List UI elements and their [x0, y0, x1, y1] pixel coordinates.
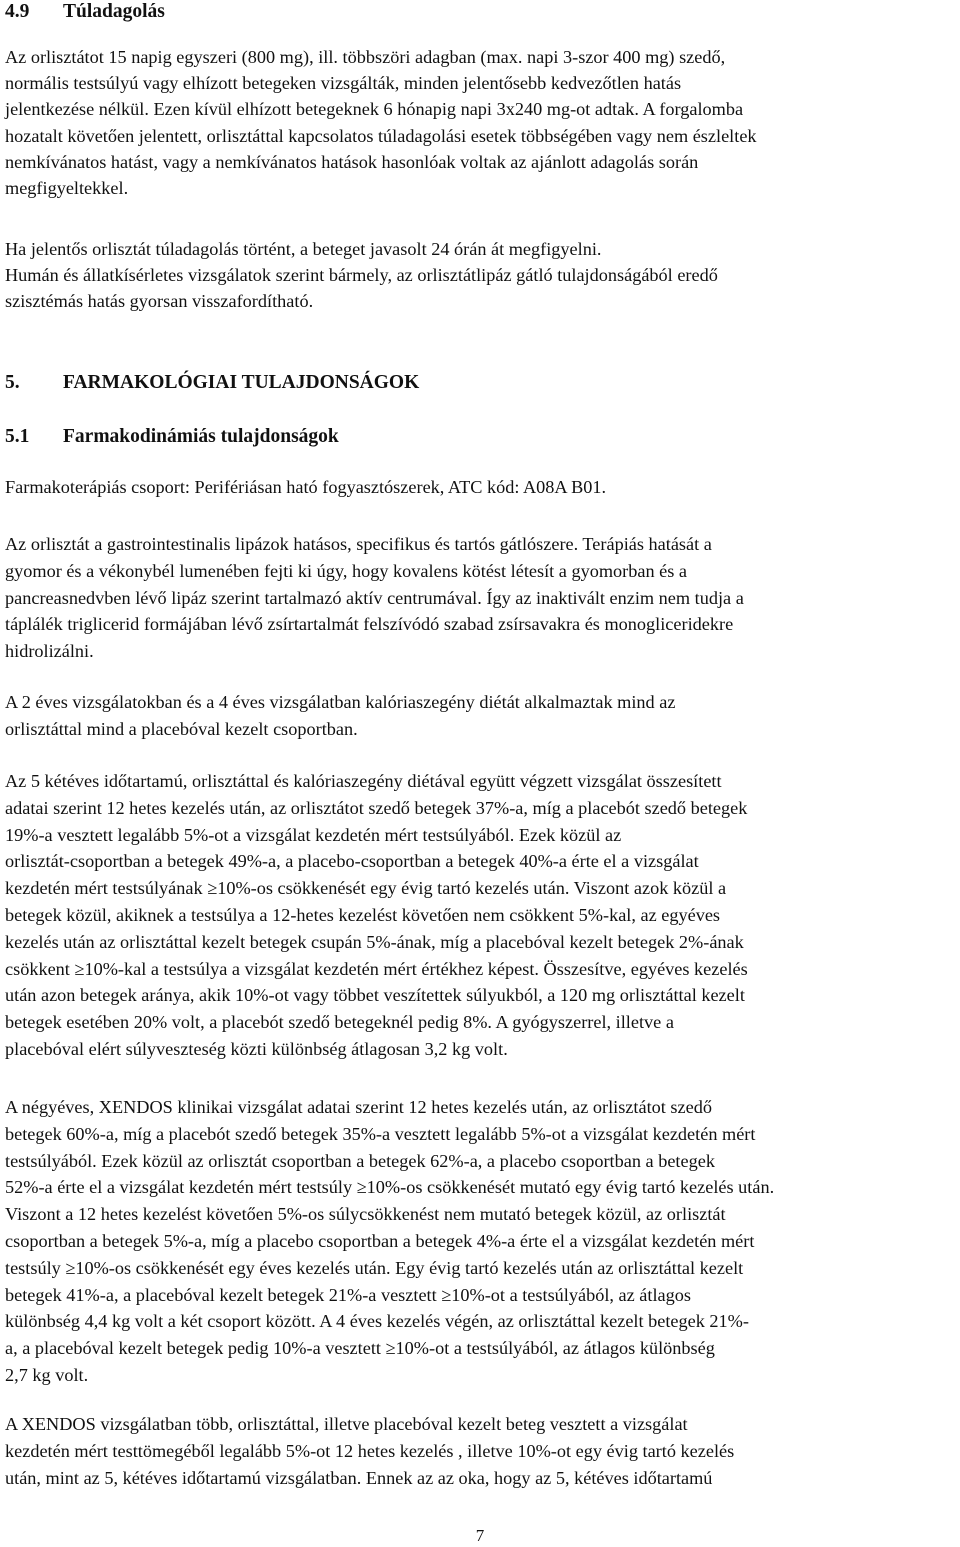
- text-line: placebóval elért súlyveszteség közti különbség átlagosan 3,2 kg volt.: [5, 1038, 508, 1059]
- section-4-9-heading: [5, 0, 165, 24]
- text-line: szisztémás hatás gyorsan visszafordítható.: [5, 291, 314, 312]
- section-5-1-paragraph-6: [5, 1411, 957, 1491]
- text-line: betegek közül, akiknek a testsúlya a 12-hetes kezelést követően nem csökkent 5%-kal, az egyéves: [5, 904, 721, 925]
- text-line: táplálék triglicerid formájában lévő zsírtartalmát felszívódó szabad zsírsavakra és monogliceridekre: [5, 614, 734, 635]
- text-line: 2,7 kg volt.: [5, 1364, 89, 1385]
- text-line: adatai szerint 12 hetes kezelés után, az orlisztátot szedő betegek 37%-a, míg a placebót szedő betegek: [5, 797, 748, 818]
- section-4-9-paragraph-1: [5, 44, 957, 201]
- section-4-9-number: 4.9: [5, 1, 30, 22]
- text-line: Az orlisztátot 15 napig egyszeri (800 mg), ill. többszöri adagban (max. napi 3-szor 400 mg) szedő,: [5, 47, 726, 67]
- text-line: 19%-a vesztett legalább 5%-ot a vizsgálat kezdetén mért testsúlyából. Ezek közül az: [5, 824, 622, 845]
- section-4-9-paragraph-2: [5, 236, 957, 315]
- text-line: A négyéves, XENDOS klinikai vizsgálat adatai szerint 12 hetes kezelés után, az orlisztátot szedő: [5, 1097, 712, 1117]
- text-line: orlisztáttal mind a placebóval kezelt csoportban.: [5, 718, 358, 739]
- text-line: A 2 éves vizsgálatokban és a 4 éves vizsgálatban kalóriaszegény diétát alkalmaztak mind az: [5, 692, 676, 712]
- text-line: hidrolizálni.: [5, 641, 94, 662]
- text-line: csökkent ≥10%-kal a testsúlya a vizsgálat kezdetén mért értékhez képest. Összesítve, egyéves kezelés: [5, 958, 748, 979]
- section-5-1-paragraph-5: [5, 1094, 957, 1389]
- page-number: 7: [475, 1526, 485, 1545]
- text-line: pancreasnedvben lévő lipáz szerint tartalmazó aktív centrumával. Így az inaktivált enzim nem tudja a: [5, 587, 744, 608]
- text-line: A XENDOS vizsgálatban több, orlisztáttal, illetve placebóval kezelt beteg vesztett a vizsgálat: [5, 1414, 688, 1434]
- section-5-heading: [5, 371, 419, 395]
- text-line: Az 5 kétéves időtartamú, orlisztáttal és kalóriaszegény diétával együtt végzett vizsgálat összesített: [5, 771, 722, 791]
- text-line: Farmakoterápiás csoport: Perifériásan ható fogyasztószerek, ATC kód: A08A B01.: [5, 477, 607, 497]
- text-line: testsúlyából. Ezek közül az orlisztát csoportban a betegek 62%-a, a placebo csoportban a betegek: [5, 1150, 715, 1171]
- text-line: betegek 60%-a, míg a placebót szedő betegek 35%-a vesztett legalább 5%-ot a vizsgálat kezdetén mért: [5, 1123, 756, 1144]
- section-5-1-paragraph-4: [5, 768, 957, 1063]
- text-line: normális testsúlyú vagy elhízott betegeken vizsgálták, minden jelentősebb kedvezőtlen hatás: [5, 73, 682, 94]
- text-line: csoportban a betegek 5%-a, míg a placebo csoportban a betegek 4%-a érte el a vizsgálat kezdetén mért: [5, 1230, 755, 1251]
- text-line: 52%-a érte el a vizsgálat kezdetén mért testsúly ≥10%-os csökkenését mutató egy évig tartó kezelés után.: [5, 1177, 775, 1198]
- text-line: gyomor és a vékonybél lumenében fejti ki úgy, hogy kovalens kötést létesít a gyomorban és a: [5, 560, 688, 581]
- text-line: kezdetén mért testtömegéből legalább 5%-ot 12 hetes kezelés , illetve 10%-ot egy évig tartó kezelés: [5, 1440, 735, 1461]
- text-line: testsúly ≥10%-os csökkenését egy éves kezelés után. Egy évig tartó kezelés után az orlisztáttal kezelt: [5, 1257, 744, 1278]
- section-5-1-heading: [5, 425, 339, 449]
- text-line: Humán és állatkísérletes vizsgálatok szerint bármely, az orlisztátlipáz gátló tulajdonságából eredő: [5, 265, 718, 286]
- section-5-1-paragraph-3: [5, 689, 957, 743]
- text-line: kezelés után az orlisztáttal kezelt betegek csupán 5%-ának, míg a placebóval kezelt betegek 2%-ának: [5, 931, 744, 952]
- section-5-1-title: Farmakodinámiás tulajdonságok: [63, 426, 339, 447]
- text-line: különbség 4,4 kg volt a két csoport között. A 4 éves kezelés végén, az orlisztáttal kezelt betegek 21%-: [5, 1311, 749, 1332]
- text-line: után azon betegek aránya, akik 10%-ot vagy többet veszítettek súlyukból, a 120 mg orlisztáttal kezelt: [5, 985, 745, 1006]
- text-line: betegek 41%-a, a placebóval kezelt betegek 21%-a vesztett ≥10%-ot a testsúlyából, az átlagos: [5, 1284, 691, 1305]
- text-line: orlisztát-csoportban a betegek 49%-a, a placebo-csoportban a betegek 40%-a érte el a vizsgálat: [5, 851, 699, 872]
- text-line: hozatalt követően jelentett, orlisztáttal kapcsolatos túladagolási esetek többségében vagy nem észleltek: [5, 125, 757, 146]
- text-line: kezdetén mért testsúlyának ≥10%-os csökkenését egy évig tartó kezelés után. Viszont azok közül a: [5, 878, 727, 899]
- text-line: nemkívánatos hatást, vagy a nemkívánatos hatások hasonlóak voltak az ajánlott adagolás során: [5, 151, 699, 172]
- section-5-1-paragraph-2: [5, 531, 957, 665]
- section-4-9-title: Túladagolás: [63, 1, 165, 22]
- text-line: betegek esetében 20% volt, a placebót szedő betegeknél pedig 8%. A gyógyszerrel, illetve a: [5, 1012, 674, 1033]
- text-line: Az orlisztát a gastrointestinalis lipázok hatásos, specifikus és tartós gátlószere. Terápiás hatását a: [5, 534, 712, 554]
- section-5-1-number: 5.1: [5, 426, 30, 447]
- section-5-1-paragraph-1: [5, 474, 957, 501]
- section-5-number: 5.: [5, 372, 20, 393]
- text-line: Viszont a 12 hetes kezelést követően 5%-os súlycsökkenést nem mutató betegek közül, az orlisztát: [5, 1204, 726, 1225]
- text-line: megfigyeltekkel.: [5, 178, 129, 199]
- text-line: után, mint az 5, kétéves időtartamú vizsgálatban. Ennek az az oka, hogy az 5, kétéves időtartamú: [5, 1467, 713, 1488]
- text-line: a, a placebóval kezelt betegek pedig 10%-a vesztett ≥10%-ot a testsúlyából, az átlagos különbség: [5, 1338, 715, 1359]
- text-line: Ha jelentős orlisztát túladagolás történt, a beteget javasolt 24 órán át megfigyelni.: [5, 239, 602, 259]
- text-line: jelentkezése nélkül. Ezen kívül elhízott betegeknek 6 hónapig napi 3x240 mg-ot adtak. A forgalomba: [5, 99, 744, 120]
- section-5-title: FARMAKOLÓGIAI TULAJDONSÁGOK: [63, 372, 420, 393]
